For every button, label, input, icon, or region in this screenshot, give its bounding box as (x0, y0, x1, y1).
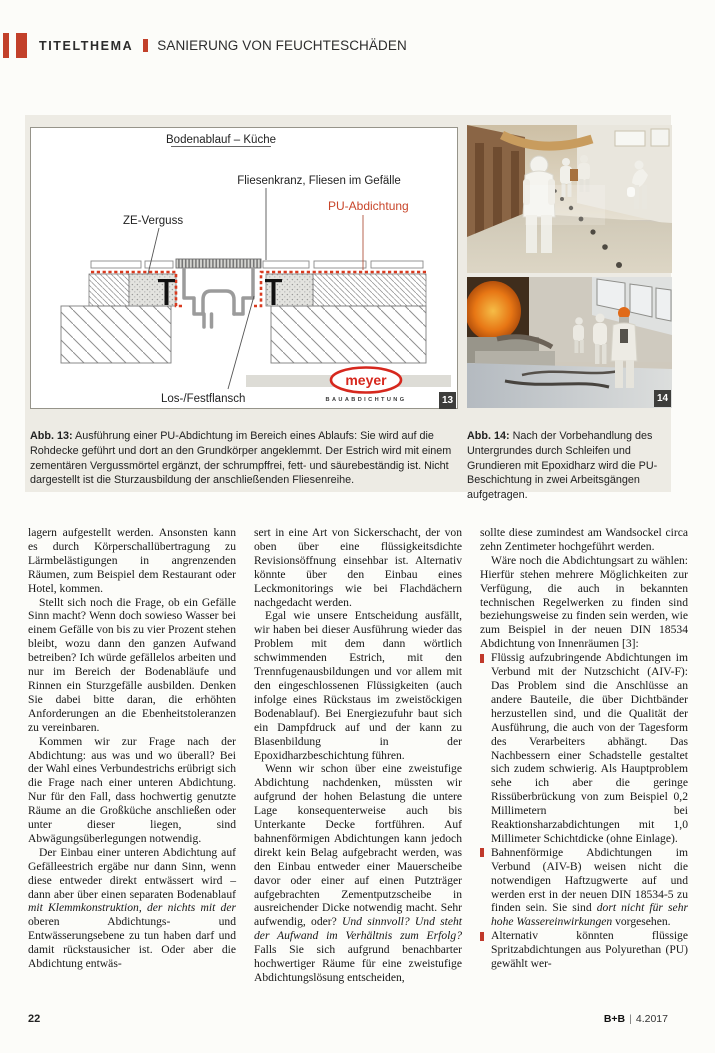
concrete-slab-right (271, 306, 426, 363)
bullet-item: Bahnenförmige Abdichtungen im Verbund (AIV-B) weisen nicht die notwendigen Haftzugwerte auf und werden erst in der neuen DIN 18534-5 zu finden sein. Sie sind dort nicht für sehr hohe Wassereinwirkungen vorgesehen. (480, 846, 688, 929)
bullet-item: Alternativ könnten flüssige Spritzabdichtungen aus Polyurethan (PU) gewählt wer- (480, 929, 688, 971)
concrete-slab-left (61, 306, 171, 363)
section-kicker: TITELTHEMA (39, 38, 134, 53)
paragraph: Der Einbau einer unteren Abdichtung auf Gefälleestrich ergäbe nur dann Sinn, wenn diese entweder direkt entwässert wird – dann aber über einen separaten Bodenablauf mit Klemmkonstruktion, der nichts mit der oberen Abdichtungs- und Entwässerungsebene zu tun haben darf und damit rückstausicher ist. Oder aber die Abdichtung entwäs- (28, 845, 236, 971)
issue-number: 4.2017 (635, 1013, 668, 1025)
diagram-title: Bodenablauf – Küche (166, 134, 276, 146)
red-separator-icon (143, 39, 148, 52)
text-column-3 (480, 526, 688, 1012)
logo-subtitle: BAUABDICHTUNG (325, 397, 407, 403)
caption-label: Abb. 14: (467, 429, 510, 442)
figure-number-badge: 13 (439, 392, 456, 409)
text-column-1 (28, 526, 236, 1012)
page-header (3, 32, 407, 59)
paragraph: sollte diese zumindest am Wandsockel circa zehn Zentimeter hochgeführt werden. (480, 526, 688, 553)
screed-left (89, 274, 129, 306)
photo-workers-grinding (467, 125, 672, 273)
bullet-marker-icon (480, 932, 484, 941)
caption-label: Abb. 13: (30, 429, 73, 442)
caption-fig14 (467, 429, 670, 503)
label-fliesenkranz: Fliesenkranz, Fliesen im Gefälle (237, 175, 401, 187)
journal-name: B+B (603, 1013, 626, 1025)
paragraph: Stellt sich noch die Frage, ob ein Gefälle Sinn macht? Wenn doch sowieso Wasser bei einem Gefälle von bis zu vier Prozent stehen bleibt, wozu dann den ganzen Aufwand betreiben? Ich würde gefällelos arbeiten und nur im Bereich der Bodenabläufe und Rinnen ein Sturzgefälle ausbilden. Denken Sie dabei bitte daran, die erhöhten Anforderungen an die Ebenheitstoleranzen zu vereinbaren. (28, 595, 236, 734)
screed-right (313, 274, 426, 306)
page-number: 22 (28, 1013, 41, 1025)
red-bar-icon (3, 33, 9, 58)
article-body (28, 526, 688, 1012)
bullet-marker-icon (480, 654, 484, 663)
ze-verguss-block-left (129, 274, 176, 306)
footer-separator: | (629, 1013, 632, 1025)
paragraph: Wäre noch die Abdichtungsart zu wählen: Hierfür stehen mehrere Möglichkeiten zur Verfügung, die auch in bekannten technischen Regelwerken zu finden sind beziehungsweise zu finden sein werden, wie zum Beispiel in der neuen DIN 18534 Abdichtung von Innenräumen [3]: (480, 553, 688, 651)
floor-drain-diagram (30, 127, 458, 409)
paragraph: sert in eine Art von Sickerschacht, der von oben über eine flüssigkeitsdichte Revisionsöffnung einsehbar ist. Alternativ könnte über den Einbau eines Leckmonitorings wie bei Flachdächern nachgedacht werden. (254, 526, 462, 609)
logo-wordmark: meyer (345, 372, 387, 388)
photo-illustration (467, 125, 672, 273)
figure-number-badge: 14 (654, 390, 671, 407)
drain-body (184, 269, 253, 327)
caption-fig13 (30, 429, 453, 489)
page-footer (28, 1013, 668, 1025)
journal-issue (604, 1013, 668, 1025)
photo-illustration (467, 277, 672, 408)
article-topic-title: SANIERUNG VON FEUCHTESCHÄDEN (157, 38, 407, 53)
caption-text: Ausführung einer PU-Abdichtung im Bereich eines Ablaufs: Sie wird auf die Rohdecke geführt und dort an den Grundkörper angeklemmt. Der Estrich wird mit einem zementären Vergussmörtel ergänzt, der schrumpffrei, fett- und säurebeständig ist. Nicht dargestellt ist die Sturzausbildung der anschließenden Fliesenreihe. (30, 429, 452, 487)
diagram-drawing (31, 128, 457, 408)
drain-grate (176, 259, 261, 268)
text-column-2 (254, 526, 462, 1012)
photo-pu-coating-application (467, 277, 672, 408)
figure-panel (25, 115, 671, 502)
paragraph: Kommen wir zur Frage nach der Abdichtung: aus was und wo überall? Bei der Wahl eines Verbundestrichs erübrigt sich die Frage nach einer unteren Abdichtung. Nur für den Fall, dass hochwertig genutzte Räume an die Großküche anschließen oder unter dieser liegen, sind Abwägungsüberlegungen notwendig. (28, 734, 236, 845)
label-pu-abdichtung: PU-Abdichtung (328, 199, 409, 213)
label-los-festflansch: Los-/Festflansch (161, 393, 246, 405)
paragraph: Wenn wir schon über eine zweistufige Abdichtung nachdenken, müssten wir aufgrund der hohen Belastung die untere Lage konsequenterweise auch bis Unterkante Decke fortführen. Auf bahnenförmigen Abdichtungen kann jedoch direkt kein Belag aufgebracht werden, was den Einbau entweder einer Mauerscheibe davor oder einer auf einen Putzträger aufgebrachten Zementputzscheibe in ausreichender Dicke notwendig macht. Sehr aufwendig, oder? Und sinnvoll? Und steht der Aufwand im Verhältnis zum Erfolg? Falls Sie sich aufgrund benachbarter hochwertiger Räume für eine zweistufige Abdichtungslösung entscheiden, (254, 762, 462, 984)
meyer-logo (246, 368, 451, 404)
red-bar-icon (16, 33, 27, 58)
caption-text: Nach der Vorbehandlung des Untergrundes durch Schleifen und Grundieren mit Epoxidharz wird die PU-Beschichtung in zwei Arbeitsgängen aufgetragen. (467, 429, 658, 502)
bullet-item: Flüssig aufzubringende Abdichtungen im Verbund mit der Nutzschicht (AIV-F): Das Problem sind die Anschlüsse an andere Bauteile, die über Dichtbänder herzustellen sind, und die Qualität der Ausführung, die auch von der Tagesform des Verarbeiters abhängt. Das Nachbessern einer Schadstelle gestaltet sich zudem schwierig. Als Hauptproblem sehe ich aber die geringe Rissüberbrückung von zum Beispiel 0,2 Millimetern bei Reaktionsharzabdichtungen mit 1,0 Millimeter Schichtdicke (ohne Einlage). (480, 651, 688, 846)
paragraph: lagern aufgestellt werden. Ansonsten kann es durch Körperschallübertragung zu Lärmbelästigungen in angrenzenden Räumen, zum Beispiel dem Restaurant oder Hotel, kommen. (28, 526, 236, 595)
paragraph: Egal wie unsere Entscheidung ausfällt, wir haben bei dieser Ausführung wieder das Problem mit dem dann wörtlich schwimmenden Estrich, mit den Trennfugenausbildungen und vor allem mit den eingeschlossenen Flüssigkeiten (auch infolge eines Rückstaus im zweistöckigen Bodenablauf). Bei Energiezufuhr baut sich ein Dampfdruck auf und der kann zu Blasenbildung in der Epoxidharzbeschichtung führen. (254, 609, 462, 762)
label-ze-verguss: ZE-Verguss (123, 215, 184, 227)
bullet-marker-icon (480, 848, 484, 857)
